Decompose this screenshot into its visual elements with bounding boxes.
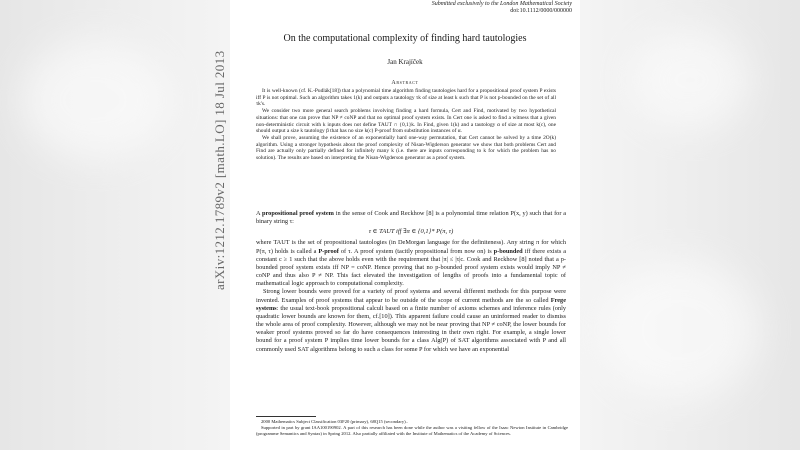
text-span: Strong lower bounds were proved for a variety of proof systems and several different methods for this purpose were invented. Examples of proof systems that appear to be outside of the scope of current methods are the so called (256, 288, 566, 304)
journal-line: Submitted exclusively to the London Mathematical Society (431, 1, 572, 7)
term-propositional-proof-system: propositional proof system (262, 210, 334, 217)
paper-author: Jan Krajíček (387, 58, 423, 66)
abstract (256, 88, 556, 162)
term-p-proof: P-proof (318, 247, 339, 255)
footnote: Supported in part by grant IAA100190902. A part of this research has been done while the author was a visiting fellow of the Isaac Newton Institute in Cambridge (programme Semantics and Syntax) in Spring 2012. Also partially affiliated with the Institute of Mathematics of the Academy of Sciences. (256, 425, 568, 436)
term-p-bounded: p-bounded (493, 247, 523, 255)
abstract-paragraph: We consider two more general search problems involving finding a hard formula, Cert and Find, motivated by two hypothetical situations: that one can prove that NP ≠ coNP and that no optimal proof system exists. In Cert one is asked to find a witness that a given non-deterministic circuit with k inputs does not define TAUT ∩ {0,1}k. In Find, given 1(k) and a tautology α of size at most k(c), one should output a size k tautology β that has no size k(c) P-proof from substitution instances of α. (256, 108, 556, 135)
paper-title: On the computational complexity of finding hard tautologies (283, 33, 527, 44)
paper-page (230, 0, 580, 450)
formula: τ ∈ TAUT iff ∃π ∈ {0,1}* P(π, τ) (368, 228, 454, 236)
body-text (256, 210, 566, 354)
text-span: A (256, 210, 261, 217)
text-span: : the usual text-book propositional calculi based on a finite number of axioms schemes and inference rules (only quadratic lower bounds are known for them, cf.[10]). This apparent failure could cause an uninformed reader to dismiss the whole area of proof complexity. However, although we may not be near proving that NP ≠ coNP, the lower bounds for weaker proof systems proved so far do have consequences interesting in their own right. For example, a single lower bound for a proof system P implies time lower bounds for a class Alg(P) of SAT algorithms associated with P and all commonly used SAT algorithms belong to such a class for some P for which we have an exponential (256, 304, 566, 353)
body-paragraph (256, 210, 566, 226)
background-blob (630, 30, 750, 130)
journal-header (432, 1, 572, 15)
text-span: of τ. A proof system (tacitly propositional from now on) is (340, 247, 492, 255)
footnotes (256, 419, 568, 437)
arxiv-stamp: arXiv:1212.1789v2 [math.LO] 18 Jul 2013 (212, 50, 227, 290)
text-span: in the sense of Cook and Reckhow [8] is a polynomial time relation P(x, y) such that for a binary string τ: (256, 210, 567, 226)
footnote: 2000 Mathematics Subject Classification 03F20 (primary), 68Q15 (secondary).. (261, 419, 408, 424)
term-frege-systems: Frege systems (256, 296, 566, 312)
body-paragraph (256, 288, 566, 353)
body-paragraph (256, 239, 566, 288)
doi-line: doi:10.1112/0000/000000 (510, 8, 572, 14)
background-blob (600, 260, 760, 400)
abstract-paragraph: It is well-known (cf. K.-Pudlák[18]) that a polynomial time algorithm finding tautologies hard for a propositional proof system P exists iff P is not optimal. Such an algorithm takes 1(k) and outputs a tautology τk of size at least k such that P is not p-bounded on the set of all τk's. (256, 88, 556, 108)
text-span: where TAUT is the set of propositional tautologies (in DeMorgan language for the definiteness). Any string π for which P(π, τ) holds is called a (256, 239, 566, 255)
abstract-heading: Abstract (391, 80, 419, 86)
abstract-paragraph: We shall prove, assuming the existence of an exponentially hard one-way permutation, that Cert cannot be solved by a time 2O(k) algorithm. Using a stronger hypothesis about the proof complexity of Nisan-Wigderson generator we show that both problems Cert and Find are actually only partially defined for infinitely many k (i.e. there are inputs corresponding to k for which the problem has no solution). The results are based on interpreting the Nisan-Wigderson generator as a proof system. (256, 134, 556, 162)
text-span: iff there exists a constant c ≥ 1 such that the above holds even with the requirement that |π| ≤ |τ|c. Cook and Reckhow [8] noted that a p-bounded proof system exists iff NP = coNP. Hence proving that no p-bounded proof system exists would imply NP ≠ coNP and thus also P ≠ NP. This fact elevated the investigation of lengths of proofs into a fundamental topic of mathematical logic approach to computational complexity. (256, 247, 567, 288)
footnote-rule (256, 416, 316, 417)
background-blob (20, 40, 170, 160)
